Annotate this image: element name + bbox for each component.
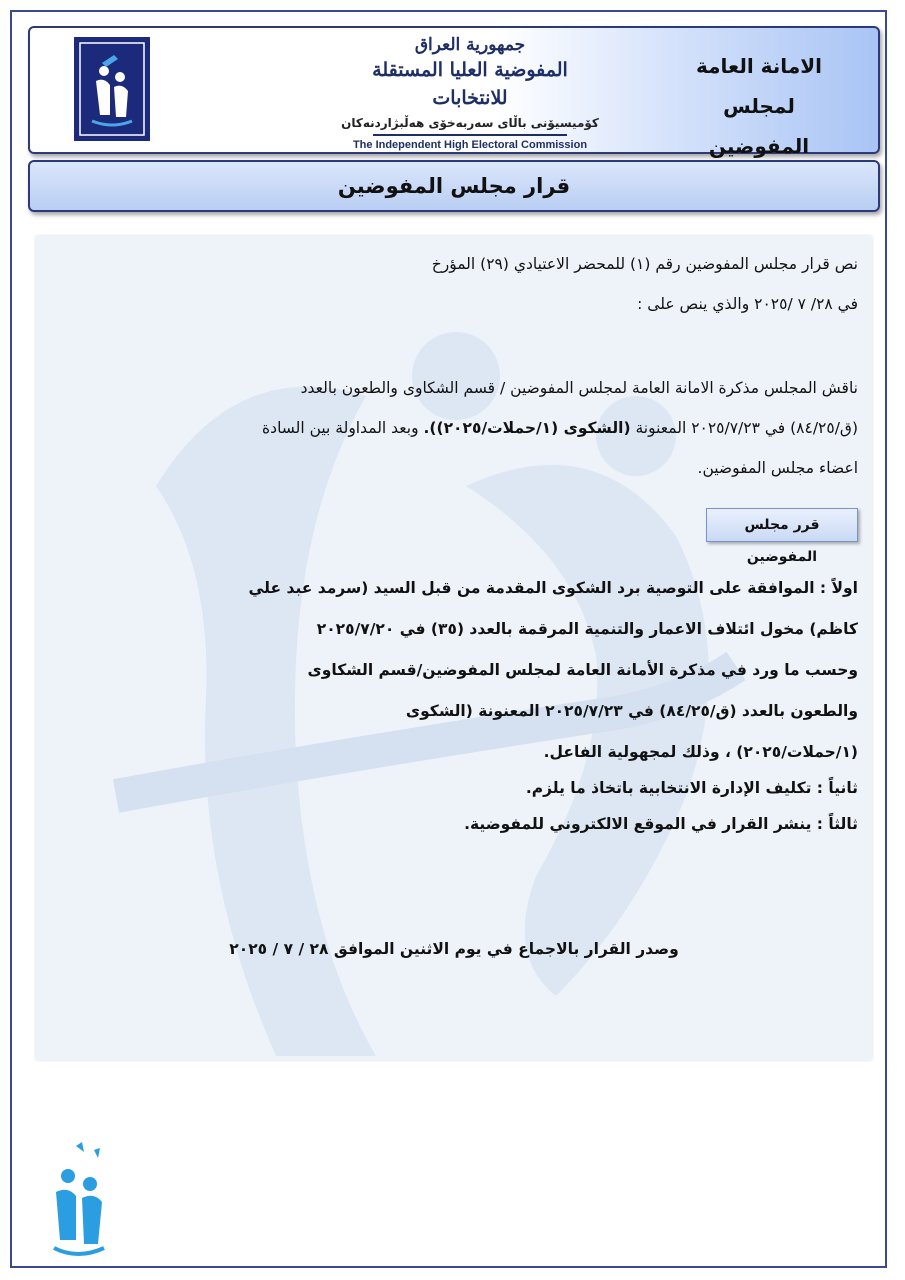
decision-item-first: [46, 568, 858, 773]
discussion-line-2a: (ق/٨٤/٢٥) في ٢٠٢٥/٧/٢٣ المعنونة: [635, 419, 858, 437]
discussion-line-2: [46, 408, 858, 448]
commission-name-arabic: المفوضية العليا المستقلة للانتخابات: [372, 59, 568, 109]
commission-crest: [335, 34, 605, 154]
document-title: قرار مجلس المفوضين: [28, 160, 880, 212]
decision-item-third: ثالثاً : ينشر القرار في الموقع الالكتروني للمفوضية.: [464, 815, 858, 833]
discussion-line-2c: وبعد المداولة بين السادة: [262, 419, 419, 437]
discussion-paragraph: [46, 368, 858, 488]
discussion-line-2b: (الشكوى (١/حملات/٢٠٢٥)).: [423, 419, 631, 437]
letterhead: [28, 26, 880, 158]
department-name: [674, 46, 844, 166]
commission-name-english: The Independent High Electoral Commission: [352, 139, 588, 151]
intro-paragraph: [46, 244, 858, 324]
discussion-line-1: ناقش المجلس مذكرة الامانة العامة لمجلس المفوضين / قسم الشكاوى والطعون بالعدد: [300, 379, 858, 397]
department-line-1: الامانة العامة: [696, 54, 822, 78]
decision-label: قرر مجلس المفوضين: [706, 508, 858, 542]
department-line-2: لمجلس المفوضين: [708, 94, 810, 158]
intro-line-2: في ٢٨/ ٧ /٢٠٢٥ والذي ينص على :: [637, 295, 858, 313]
commission-name-kurdish: كۆمیسیۆنی باڵای سەربەخۆی هەڵبژاردنەکان: [341, 116, 599, 130]
footer-logo-icon: [46, 1142, 112, 1262]
decision-item-second: ثانياً : تكليف الإدارة الانتخابية باتخاذ ما يلزم.: [525, 779, 858, 797]
first-line-4: والطعون بالعدد (ق/٨٤/٢٥) في ٢٠٢٥/٧/٢٣ المعنونة (الشكوى: [405, 702, 858, 720]
first-line-5: (١/حملات/٢٠٢٥) ، وذلك لمجهولية الفاعل.: [543, 743, 858, 761]
republic-name: جمهورية العراق: [414, 35, 526, 55]
discussion-line-3: اعضاء مجلس المفوضين.: [697, 459, 858, 477]
first-line-2: كاظم) مخول ائتلاف الاعمار والتنمية المرقمة بالعدد (٣٥) في ٢٠٢٥/٧/٢٠: [316, 620, 858, 638]
first-line-1: اولاً : الموافقة على التوصية برد الشكوى المقدمة من قبل السيد (سرمد عبد علي: [248, 579, 858, 597]
issuance-statement: وصدر القرار بالاجماع في يوم الاثنين الموافق ٢٨ / ٧ / ٢٠٢٥: [229, 940, 679, 958]
first-line-3: وحسب ما ورد في مذكرة الأمانة العامة لمجلس المفوضين/قسم الشكاوى: [307, 661, 858, 679]
intro-line-1: نص قرار مجلس المفوضين رقم (١) للمحضر الاعتيادي (٢٩) المؤرخ: [431, 255, 858, 273]
ballot-logo-icon: [74, 37, 150, 141]
commission-logo: [74, 37, 150, 141]
